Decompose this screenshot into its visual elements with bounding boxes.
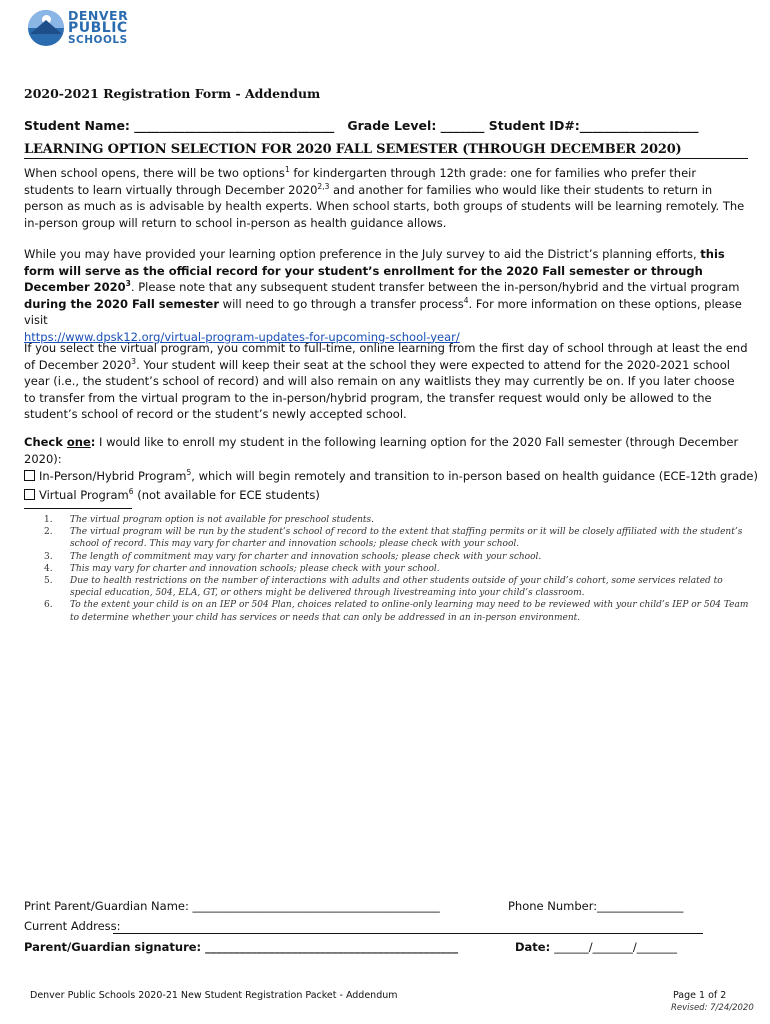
logo-line-2: PUBLIC — [68, 20, 128, 36]
logo-line-3: SCHOOLS — [68, 34, 128, 46]
paragraph-virtual-commitment: If you select the virtual program, you commit to full-time, online learning from the first day of school through at least the end of December 2020$^3$. Your student will keep their seat at the school they were expected to attend for the 2020-2021 school year (i.e., the student’s school of record) and will also remain on any waitlists they may currently be on. If you later choose to transfer from the virtual program to the in-person/hybrid program, the transfer request would only be allowed to the student’s school of record or the student’s newly accepted school. — [24, 341, 748, 421]
footnote-5: 5. Due to health restrictions on the number of interactions with adults and other students outside of your child’s cohort, some services related to special education, 504, ELA, GT, or others might be delivered through livestreaming into your child’s classroom. — [44, 576, 723, 599]
parent-name-field[interactable]: Print Parent/Guardian Name: ___________________________________________ — [24, 899, 440, 913]
footnote-4: 4. This may vary for charter and innovation schools; please check with your school. — [44, 563, 440, 574]
footnote-6: 6. To the extent your child is on an IEP or 504 Plan, choices related to online-only learning may need to be reviewed with your child’s IEP or 504 Team to determine whether your child has services or needs that can only be addressed in an in-person environment. — [44, 600, 749, 623]
footer-packet-name: Denver Public Schools 2020-21 New Student Registration Packet - Addendum — [30, 990, 398, 1001]
option-in-person-hybrid[interactable]: In-Person/Hybrid Program$^5$, which will begin remotely and transition to in-person based on health guidance (ECE-12th grade) — [24, 465, 758, 484]
footnote-2: 2. The virtual program will be run by the student’s school of record to the extent that staffing permits or it will be closely affiliated with the student’s school of record. This may vary for charter and innovation schools; please check with your school. — [44, 527, 743, 550]
footnote-divider — [24, 508, 132, 509]
date-field[interactable] — [515, 940, 677, 954]
current-address-label: Current Address: — [24, 919, 121, 933]
footer-page-number: Page 1 of 2 — [673, 990, 727, 1001]
footnote-1: 1. The virtual program option is not available for preschool students. — [44, 515, 374, 525]
footer-revised-date: Revised: 7/24/2020 — [671, 1003, 754, 1013]
form-title: 2020-2021 Registration Form - Addendum — [24, 86, 321, 101]
paragraph-options-intro: When school opens, there will be two options$^1$ for kindergarten through 12th grade: one for families who prefer their students to learn virtually through December 2020$^{2,3}$ and another for families who would like their students to return in person as much as is advisable by health experts. When school starts, both groups of students will be learning remotely. The in-person group will return to school in-person as health guidance allows. — [24, 165, 745, 230]
section-heading: LEARNING OPTION SELECTION FOR 2020 FALL SEMESTER (THROUGH DECEMBER 2020) — [24, 142, 748, 159]
footnotes — [44, 514, 749, 624]
in-person-checkbox[interactable] — [24, 470, 35, 481]
dps-virtual-program-link[interactable]: https://www.dpsk12.org/virtual-program-updates-for-upcoming-school-year/ — [24, 329, 460, 344]
date-label: Date: — [515, 940, 555, 954]
option-virtual-program[interactable]: Virtual Program$^6$ (not available for ECE students) — [24, 484, 320, 503]
footnote-3: 3. The length of commitment may vary for charter and innovation schools; please check with your school. — [44, 551, 542, 562]
dps-logo-mark-icon — [28, 10, 64, 46]
parent-signature-field[interactable]: Parent/Guardian signature: ____________________________________________ — [24, 940, 459, 954]
logo-wordmark — [68, 10, 128, 46]
date-blank[interactable]: ______/_______/_______ — [554, 940, 677, 954]
virtual-checkbox[interactable] — [24, 489, 35, 500]
dps-logo — [28, 10, 138, 50]
current-address-field[interactable] — [113, 933, 703, 934]
paragraph-check-one: Check one: I would like to enroll my student in the following learning option for the 2020 Fall semester (through December 2020): — [24, 435, 739, 466]
logo-line-1: DENVER — [68, 8, 129, 23]
student-info-line[interactable]: Student Name: ________________________________ Grade Level: _______ Student ID#:___________________ — [24, 118, 699, 133]
phone-number-field[interactable]: Phone Number:_______________ — [508, 899, 684, 913]
paragraph-official-record: While you may have provided your learning option preference in the July survey to aid the District’s planning efforts, this form will serve as the official record for your student’s enrollment for the 2020 Fall semester or through December 2020$^3$. Please note that any subsequent student transfer between the in-person/hybrid and the virtual program during the 2020 Fall semester will need to go through a transfer process$^4$. For more information on these options, please visit https://www.dpsk12.org/virtual-program-updates-for-upcoming-school-year/ — [24, 247, 742, 344]
